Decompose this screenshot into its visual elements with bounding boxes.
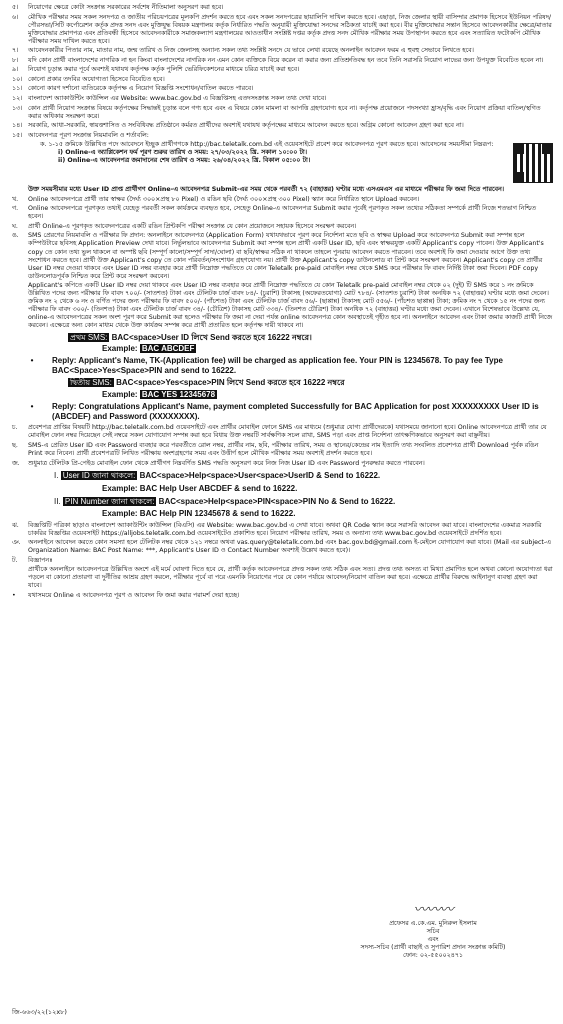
note-item [12,424,553,440]
signatory-and: এবং [427,936,439,943]
note-item [12,442,553,458]
note-text: প্রবেশপত্র প্রাপ্তির বিষয়টি http://bac.teletalk.com.bd ওয়েবসাইটে এবং প্রার্থীর মোবাইল ফোনে SMS এর মাধ্যমে (শুধুমাত্র যোগ্য প্রার্থীদেরকে) যথাসময়ে জানানো হবে। Online আবেদনপত্রে প্রার্থী তার যে মোবাইল ফোন নম্বর দিয়েছেন সেই নম্বরে সকল যোগাযোগ সম্পন্ন করা হবে বিধায় উক্ত নম্বরটি সার্বক্ষণিক সচল রাখা, SMS পড়া এবং প্রাপ্ত নির্দেশনা তাৎক্ষণিকভাবে অনুসরণ করা বাঞ্ছনীয়। [28,424,547,440]
point-text: প্রার্থী Online-এ পূরণকৃত আবেদনপত্রের একটি রঙিন প্রিন্টকপি পরীক্ষা সংক্রান্ত যে কোন প্রয়োজনে সহায়ক হিসেবে সংরক্ষণ করবেন। [28,222,357,230]
signature-block [343,902,523,960]
instruction-item [12,66,553,74]
instruction-number: ১১। [12,85,23,93]
footer-note-number: • [12,591,16,599]
point-list [12,196,553,331]
instruction-item [12,85,553,93]
instruction-text: বাংলাদেশ অ্যাকাউন্টিং কাউন্সিল এর Website: www.bac.gov.bd এ বিজ্ঞপ্তিসহ এতদসংক্রান্ত সকল তথ্য দেখা যাবে। [28,94,327,102]
first-sms-example: Example: BAC ABCDEF [102,343,195,353]
instruction-text: যদি কোন প্রার্থী বাংলাদেশের নাগরিক না হন কিংবা বাংলাদেশের নাগরিক নন এমন কোন ব্যক্তিকে বিয়ে করেন বা করার জন্য প্রতিশ্রুতিবদ্ধ হন তবে তিনি সরাসরি নিয়োগ লাভের জন্য উপযুক্ত বিবেচিত হবেন না। [28,56,544,64]
second-sms-row [68,378,553,388]
sms-reply-1: • Reply: Applicant's Name, TK-(Application fee) will be charged as application fee. Your PIN is 12345678. To pay fee Type BAC<Space>Yes<Space>PIN and send to 16222. [12,356,553,376]
instruction-item [12,105,553,121]
second-sms-label: দ্বিতীয় SMS: [70,378,112,388]
instruction-number: ১০। [12,75,23,83]
footer-note-number: ঞ. [12,539,21,547]
footer-note-item [12,557,553,565]
instruction-item [12,4,553,12]
signatory-phone: ফোন: ০২-৫৫০০২৪৭১ [402,952,464,960]
first-sms-row [68,333,553,343]
first-sms-label: প্রথম SMS: [70,332,108,342]
online-apply-start: i) Online-এ অ্যাপ্লিকেশন ফর্ম পূরণ শুরুর তারিখ ও সময়: ২৭/০৩/২০২২ খ্রি. সকাল ১০:০০ টা। [58,149,308,157]
point-number: ঙ. [12,232,19,240]
instruction-number: ৭। [12,47,19,55]
instruction-text: আবেদনপত্র পূরণ সংক্রান্ত নিয়মাবলি ও শর্তাবলি: [28,131,149,139]
point-text: Online আবেদনপত্রে পূরণকৃত তথ্যই যেহেতু পরবর্তী সকল কার্যক্রমে ব্যবহৃত হবে, সেহেতু Online-এ আবেদনপত্র Submit করার পূর্বেই পূরণকৃত সকল তথ্যের সঠিকতা সম্পর্কে প্রার্থী নিজে শতভাগ নিশ্চিত হবেন। [28,205,536,221]
instruction-item [12,122,553,130]
point-number [12,282,28,330]
help-pin-row: II. PIN Number জানা থাকলে: BAC<space>Help<space>PIN<space>PIN No & Send to 16222. [54,497,396,507]
note-item [12,460,553,468]
help-user-id-text: BAC<space>Help<space>User<space>UserID & Send to 16222. [139,470,381,480]
point-text: Applicant's কপিতে একটি User ID নম্বর দেয়া থাকবে এবং User ID নম্বর ব্যবহার করে প্রার্থী নিম্নোক্ত পদ্ধতিতে যে কোন Teletalk pre-paid মোবাইল নম্বর থেকে ০২ (দুই) টি SMS করে ১ নং ক্রমিকে উল্লিখিত পদের জন্য পরীক্ষার ফি বাবদ ৭০০/- (সাতশত) টাকা এবং টেলিটক চার্জ বাবদ ৮৪/- (চুরাশি) টাকাসহ (অফেরতযোগ্য) মোট ৭৮৪/- (সাতশত চুরাশি) টাকা অনধিক ৭২ (বাহাত্তর) ঘণ্টার মধ্যে জমা দেবেন। ক্রমিক নং ২ থেকে ৬ নং ও বর্ণিত পদের জন্য পরীক্ষার ফি বাবদ ৫০০/- (পাঁচশত) টাকা এবং টেলিটক চার্জ বাবদ ৫৬/- (ছাপ্পান্ন) টাকাসহ মোট ৫৫৬/- (পাঁচশত ছাপ্পান্ন) টাকা; ক্রমিক নং ৭ থেকে ১৫ নং পদের জন্য পরীক্ষার ফি বাবদ ৩০০/- (তিনশত) টাকা এবং টেলিটক চার্জ বাবদ ৩৪/- (চৌত্রিশ) টাকাসহ মোট ৩৩৪/- (তিনশত চৌত্রিশ) টাকা অনধিক ৭২ (বাহাত্তর) ঘণ্টার মধ্যে জমা দেবেন। এখানে বিশেষভাবে উল্লেখ্য যে, online-এ আবেদনপত্রের সকল অংশ পূরণ করে Submit করা হলেও পরীক্ষার ফি জমা না দেয়া পর্যন্ত online আবেদনপত্র কোন অবস্থাতেই গৃহীত হবে না। অনলাইনে আবেদন এবং টাকা জমার কাজটি প্রার্থী নিজে করবেন। এক্ষেত্রে অন্য কোন মাধ্যম থেকে উক্ত কার্যক্রম সম্পন্ন করে প্রার্থী প্রতারিত হলে কর্তৃপক্ষ দায়ী থাকবে না। [28,282,553,330]
footer-note-number: ঝ. [12,521,19,529]
footer-note-text: অনলাইনে আবেদন করতে কোন সমস্যা হলে টেলিটক নম্বর থেকে ১২১ নম্বরে অথবা vas.query@teletalk.com.bd এবং bac.gov.bd@gmail.com ই-মেইলে যোগাযোগ করা যাবে। (Mail এর subject-এ Organization Name: BAC Post Name: ***, Applicant's User ID ও Contact Number অবশ্যই উল্লেখ করতে হবে)। [28,539,551,555]
help-user-id-label: User ID জানা থাকলে: [62,470,136,480]
footer-note-item [12,522,553,538]
instruction-item [12,76,553,84]
instruction-text: কোন প্রার্থী নিয়োগ সংক্রান্ত বিষয়ে কর্তৃপক্ষের সিদ্ধান্তই চূড়ান্ত বলে গণ্য হবে এবং এ বিষয়ে কোন মামলা বা আপত্তি গ্রহণযোগ্য হবে না। কর্তৃপক্ষ প্রয়োজনে পদসংখ্যা হ্রাস/বৃদ্ধি এবং নিয়োগ প্রক্রিয়া বাতিল/স্থগিত করার অধিকার সংরক্ষণ করে। [28,104,541,120]
note-number: জ. [12,459,20,467]
instruction-item [12,95,553,103]
footer-note-list [12,522,553,600]
signature-mark: 〰〰〰 [413,902,453,918]
sms-reply-2: • Reply: Congratulations Applicant's Name, payment completed Successfully for BAC Application for post XXXXXXXXX User ID is (ABCDEF) and Password (XXXXXXXX). [12,402,553,422]
help-user-id-row: I. User ID জানা থাকলে: BAC<space>Help<space>User<space>UserID & Send to 16222. [54,470,381,480]
instruction-item [12,47,553,55]
first-sms-format: BAC<space>User ID লিখে Send করতে হবে 16222 নম্বরে। [111,332,312,342]
point-item [12,282,553,330]
signatory-role: সদস্য-সচিব (প্রার্থী বাছাই ও সুপারিশ প্রদান সংক্রান্ত কমিটি) [360,944,506,952]
online-apply-block [12,141,553,183]
second-sms-format: BAC<space>Yes<space>PIN লিখে Send করতে হবে 16222 নম্বরে [116,378,345,388]
instruction-number: ১২। [12,94,23,102]
footer-note-item [12,592,553,600]
note-list [12,424,553,467]
instruction-text: আবেদনকারীর পিতার নাম, মাতার নাম, জন্ম তারিখ ও নিজ জেলাসহ অন্যান্য সকল তথ্য সংশ্লিষ্ট সনদে যে ভাবে লেখা রয়েছে অনলাইন আবেদন ফরম এ হুবহু সেভাবে লিখতে হবে। [28,47,474,55]
instruction-number: ১৪। [12,122,23,130]
help-user-id-example: Example: BAC Help User ABCDEF & send to 16222. [102,483,298,493]
footer-note-number: ট. [12,556,18,564]
note-number: চ. [12,424,18,432]
help-pin-label: PIN Number জানা থাকলে: [64,497,155,507]
point-number: খ. [12,195,19,203]
note-number: ছ. [12,441,18,449]
instruction-number: ১৩। [12,104,23,112]
instruction-number: ৫। [12,4,19,11]
point-text: Online আবেদনপত্রে প্রার্থী তার স্বাক্ষর (দৈর্ঘ্য ৩০০×প্রস্থ ৮০ Pixel) ও রঙিন ছবি (দৈর্ঘ্য ৩০০×প্রস্থ ৩০০ Pixel) স্ক্যান করে নির্ধারিত স্থানে Upload করবেন। [28,195,420,203]
point-number: ঘ. [12,222,18,230]
bullet-icon: • [30,401,34,411]
help-pin-text: BAC<space>Help<space>PIN<space>PIN No & Send to 16222. [158,497,396,507]
help-pin-example: Example: BAC Help PIN 12345678 & send to 16222. [102,509,296,519]
footer-note-text: প্রার্থীকে অনলাইনে আবেদনপত্রে উল্লিখিত অংশে এই মর্মে ঘোষণা দিতে হবে যে, প্রার্থী কর্তৃক আবেদনপত্রে প্রদত্ত সকল তথ্য সঠিক এবং সত্য। প্রদত্ত তথ্য অসত্য বা মিথ্যা প্রমাণিত হলে অথবা কোনো অযোগ্যতা ধরা পড়লে বা কোনো প্রতারণা বা দুর্নীতির আশ্রয় গ্রহণ করলে, পরীক্ষার পূর্বে বা পরে এমনকি নিয়োগের পরে যে কোন পর্যায়ে আবেদন/নিয়োগ বাতিল করা হবে। এক্ষেত্রে প্রার্থীর বিরুদ্ধে আইনানুগ ব্যবস্থা গ্রহণ করা যাবে। [28,566,553,590]
point-item [12,232,553,280]
qr-code-icon[interactable] [513,143,553,183]
instruction-text: কোনো কারণ দর্শানো ব্যতিরেকে কর্তৃপক্ষ এ নিয়োগ বিজ্ঞপ্তি সংশোধন/বাতিল করতে পারবে। [28,85,254,93]
reference-number: জি-৬৬৩/২২(১২x৮) [12,1008,67,1016]
footer-note-text: যথাসময়ে Online এ আবেদনপত্র পূরণ ও আবেদন ফি জমা করার পরামর্শ দেয়া হচ্ছে। [28,591,240,599]
instruction-item [12,57,553,65]
instruction-text: মৌখিক পরীক্ষার সময় সকল সনদপত্র ও জাতীয় পরিচয়পত্রের মূলকপি প্রদর্শন করতে হবে এবং সকল সনদপত্রের ছায়ালিপি দাখিল করতে হবে। এছাড়া, নিজ জেলার স্থায়ী বাসিন্দার প্রমাণক হিসেবে ইউনিয়ন পরিষদ/পৌরসভা/সিটি কর্পোরেশন কর্তৃক প্রদত্ত সনদ এবং মুক্তিযুদ্ধ বিষয়ক মন্ত্রণালয় কর্তৃক নির্ধারিত পদ্ধতি অনুযায়ী মুক্তিযোদ্ধা সনদের সঠিকতা যাচাই করা হবে। বীর মুক্তিযোদ্ধার সন্তান হিসেবে আবেদনকারীর ক্ষেত্রে/মাতার মুক্তিযোদ্ধার প্রমাণপত্র এবং প্রতিবন্ধী হিসেবে আবেদনকারীকে সমাজকল্যাণ মন্ত্রণালয়ের আওতাধীন সংশ্লিষ্ট দপ্তর কর্তৃক প্রদত্ত সনদ মৌখিক পরীক্ষার সময় উপস্থাপন করতে হবে এবং সত্যায়িত ফটোকপি মৌখিক পরীক্ষার সময় দাখিল করতে হবে। [28,13,552,45]
instruction-item [12,132,553,140]
point-number: গ. [12,205,19,213]
second-sms-example: Example: BAC YES 12345678 [102,389,216,399]
instruction-list [12,4,553,140]
instruction-text: সরকারি, আধা-সরকারি, স্বায়ত্তশাসিত ও সংবিধিবদ্ধ প্রতিষ্ঠানে কর্মরত প্রার্থীদের অবশ্যই যথাযথ কর্তৃপক্ষের মাধ্যমে আবেদন করতে হবে। অগ্রিম কোনো আবেদন গ্রহণ করা হবে না। [28,122,464,130]
point-item [12,223,553,231]
point-item [12,205,553,221]
footer-note-item [12,539,553,555]
instruction-number: ৬। [12,13,19,21]
instruction-text: নিয়োগ চূড়ান্ত করার পূর্বে অবশ্যই যথাযথ কর্তৃপক্ষ কর্তৃক পুলিশি ভেরিফিকেশনের মাধ্যমে চরিত্র যাচাই করা হবে। [28,66,300,74]
note-text: SMS-এ প্রেরিত User ID এবং Password ব্যবহার করে পরবর্তীতে রোল নম্বর, প্রার্থীর নাম, ছবি, পরীক্ষার তারিখ, সময় ও স্থানের/কেন্দ্রের নাম ইত্যাদি তথ্য সংবলিত প্রবেশপত্র প্রার্থী Download পূর্বক রঙিন Print করে নিবেন। প্রার্থী প্রবেশপত্রটি লিখিত পরীক্ষায় অংশগ্রহণের সময় এবং উত্তীর্ণ হলে মৌখিক পরীক্ষার সময় অবশ্যই প্রদর্শন করতে হবে। [28,441,539,458]
footer-note-text: বিজ্ঞপ্তিটি পত্রিকা ছাড়াও বাংলাদেশ অ্যাকাউন্টিং কাউন্সিল (বিএসি) এর Website: www.bac.gov.bd এ দেখা যাবে। অথবা QR Code স্ক্যান করে সরাসরি আবেদন করা যাবে। বাংলাদেশের একমাত্র সরকারি চাকরির বিজ্ঞপ্তির ওয়েবসাইট https://alljobs.teletalk.com.bd ওয়েবসাইটেও প্রকাশিত হবে। নিয়োগ পরীক্ষার তারিখ, সময় ও অন্যান্য তথ্য www.bac.gov.bd ওয়েবসাইটে প্রদর্শিত হবে। [28,521,542,537]
payment-intro: উক্ত সময়সীমার মধ্যে User ID প্রাপ্ত প্রার্থীগণ Online-এ আবেদনপত্র Submit-এর সময় থেকে পরবর্তী ৭২ (বাহাত্তর) ঘণ্টার মধ্যে এসএমএস এর মাধ্যমে পরীক্ষার ফি জমা দিতে পারবেন। [28,186,505,194]
instruction-text: নিয়োগের ক্ষেত্রে কোটা সংক্রান্ত সরকারের সর্বশেষ নীতিমালা অনুসরণ করা হবে। [28,4,224,11]
signatory-name: প্রফেসর এ.কে.এম. মুনিরুল ইসলাম [389,919,477,927]
instruction-number: ৮। [12,56,19,64]
point-item [12,196,553,204]
footer-note-item [12,566,553,590]
online-apply-intro: ক. ১-১৫ ক্রমিকে উল্লিখিত পদে আবেদনে ইচ্ছুক প্রার্থীগণকে http://bac.teletalk.com.bd এই ওয়েবসাইটে প্রবেশ করে আবেদনপত্র পূরণ করতে হবে। আবেদনের সময়সীমা নিম্নরূপ: [40,141,494,149]
instruction-text: কোনো প্রকার তদবির অযোগ্যতা হিসেবে বিবেচিত হবে। [28,75,165,83]
footer-note-text: বিজ্ঞাপনঃ [28,556,53,564]
note-text: শুধুমাত্র টেলিটক প্রি-পেইড মোবাইল ফোন থেকে প্রার্থীগণ নিম্নবর্ণিত SMS পদ্ধতি অনুসরণ করে নিজ নিজ User ID এবং Password পুনরুদ্ধার করতে পারবেন। [28,459,425,467]
footer-note-number [12,566,28,590]
instruction-number: ৯। [12,66,19,74]
instruction-number: ১৫। [12,131,23,139]
bullet-icon: • [30,355,34,365]
instruction-item [12,14,553,46]
online-apply-end: ii) Online-এ আবেদনপত্র জমাদানের শেষ তারিখ ও সময়: ২৬/০৪/২০২২ খ্রি. বিকাল ০৫:০০ টা। [58,157,311,165]
signatory-title: সচিব [426,927,440,935]
point-text: SMS প্রেরণের নিয়মাবলি ও পরীক্ষার ফি প্রদান: অনলাইনে আবেদনপত্র (Application Form) যথাযথভাবে পূরণ করে নির্দেশনা মতে ছবি ও স্বাক্ষর Upload করে আবেদনপত্র Submit করা সম্পন্ন হলে কম্পিউটারে ছবিসহ Application Preview দেখা যাবে। নির্ভুলভাবে আবেদনপত্র Submit করা সম্পন্ন হলে প্রার্থী একটি User ID, ছবি এবং স্বাক্ষরযুক্ত একটি Applicant's copy পাবেন। উক্ত Applicant's copy তে কোন তথ্য ভুল থাকলে বা অস্পষ্ট ছবি (সম্পূর্ণ কালো/সম্পূর্ণ সাদা/ঘোলা) বা ছবি/স্বাক্ষর সঠিক না থাকলে তাহলে পুনরায় আবেদন করতে পারবেন। তবে অবশ্যই ফি জমা দেওয়ার আগে উক্ত তথ্য সংশোধন করতে হবে। প্রার্থী উক্ত Applicant's copy তে কোন পরিবর্তন/সংশোধন গ্রহণযোগ্য নয়। প্রার্থী উক্ত Applicant's copy ডাউনলোড বা প্রিন্ট করে সংরক্ষণ করবেন। Applicant's copy তে প্রার্থীর User ID নম্বর দেওয়া থাকবে এবং User ID নম্বর ব্যবহার করে প্রার্থী নিম্নোক্ত পদ্ধতিতে যে কোন Teletalk pre-paid মোবাইল নম্বর থেকে SMS করে পরীক্ষার ফি বাবদ নির্দিষ্ট টাকা জমা দিবেন। PDF copy ডাউনলোডপূর্বক নিশ্চিত করে প্রিন্ট করে সংরক্ষণ করবেন। [28,232,544,280]
